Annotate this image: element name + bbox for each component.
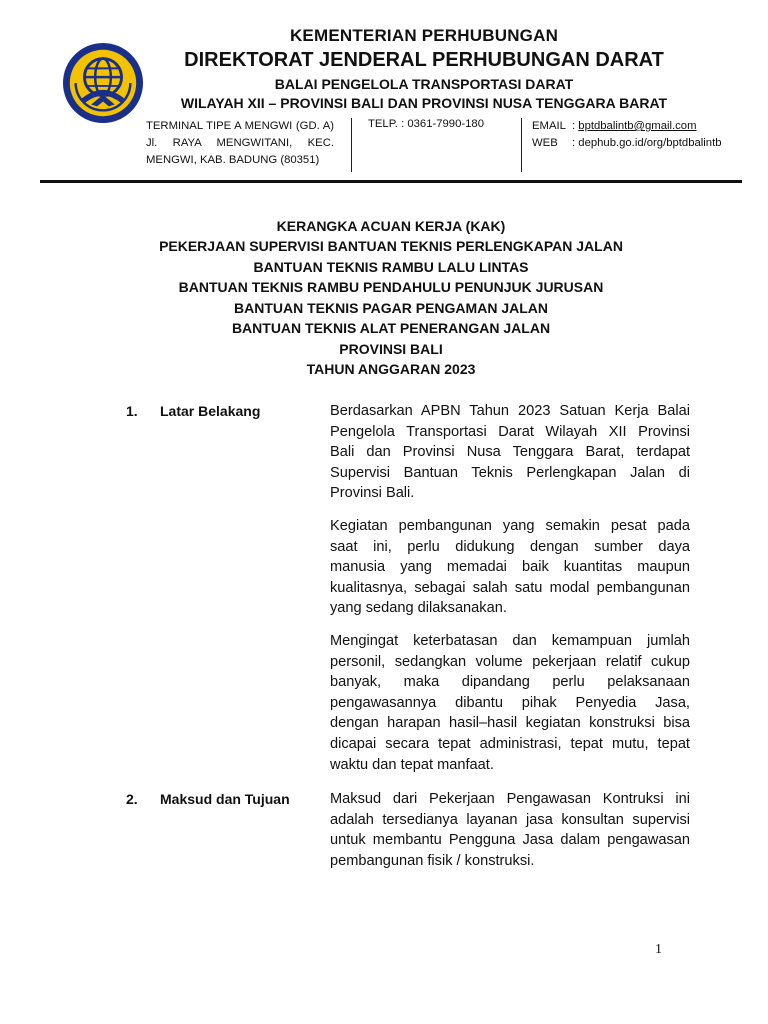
telephone: TELP. : 0361-7990-180 xyxy=(368,118,484,130)
office-address xyxy=(146,118,334,169)
office-name: BALAI PENGELOLA TRANSPORTASI DARAT xyxy=(274,76,574,92)
text-line: Bali dan Provinsi Nusa Tenggara Barat, terdapat xyxy=(330,444,690,461)
paragraph xyxy=(330,789,690,871)
text-line: personil, sedangkan volume pekerjaan relatif cukup xyxy=(330,653,690,670)
doc-title-line: PROVINSI BALI xyxy=(339,341,443,357)
doc-title-line: PEKERJAAN SUPERVISI BANTUAN TEKNIS PERLENGKAPAN JALAN xyxy=(159,238,623,254)
text-line: Maksud dari Pekerjaan Pengawasan Kontruksi ini xyxy=(330,791,690,807)
contact-block: EMAIL : bptdbalintb@gmail.com WEB : dephub.go.id/org/bptdbalintb xyxy=(532,118,722,152)
page-number: 1 xyxy=(655,942,662,957)
directorate-name: DIREKTORAT JENDERAL PERHUBUNGAN DARAT xyxy=(184,49,664,71)
paragraph xyxy=(330,401,690,504)
text-line: Mengingat keterbatasan dan kemampuan jumlah xyxy=(330,633,690,649)
web-link[interactable]: dephub.go.id/org/bptdbalintb xyxy=(578,137,722,149)
text-line: waktu dan tepat manfaat. xyxy=(330,756,494,773)
letterhead-divider xyxy=(351,118,352,172)
ministry-logo xyxy=(62,42,144,124)
email-label: EMAIL xyxy=(532,120,566,132)
text-line: dicapai secara tepat administrasi, tepat mutu, tepat xyxy=(330,735,690,752)
text-line: banyak, maka dipandang perlu pelaksanaan xyxy=(330,674,690,691)
text-line: manusia yang memadai baik kuantitas maupun xyxy=(330,559,690,576)
doc-title-line: TAHUN ANGGARAN 2023 xyxy=(306,361,476,377)
text-line: Kegiatan pembangunan yang semakin pesat pada xyxy=(330,518,690,534)
text-line: untuk membantu Pengguna Jasa dalam pengawasan xyxy=(330,832,690,849)
text-line: Supervisi Bantuan Teknis Perlengkapan Jalan di xyxy=(330,464,690,481)
email-link[interactable]: bptdbalintb@gmail.com xyxy=(578,120,697,132)
address-line: TERMINAL TIPE A MENGWI (GD. A) xyxy=(146,120,334,132)
text-line: pembangunan fisik / konstruksi. xyxy=(330,852,535,869)
text-line: Pengelola Transportasi Darat Wilayah XII Provinsi xyxy=(330,423,690,440)
section-number: 2. xyxy=(126,791,138,807)
paragraph xyxy=(330,516,690,619)
paragraph xyxy=(330,631,690,775)
section-title: Latar Belakang xyxy=(160,403,261,419)
ministry-name: KEMENTERIAN PERHUBUNGAN xyxy=(289,26,559,45)
text-line: dengan harapan hasil–hasil kegiatan konstruksi bisa xyxy=(330,715,690,732)
text-line: yang sedang dilaksanakan. xyxy=(330,600,507,617)
text-line: Berdasarkan APBN Tahun 2023 Satuan Kerja Balai xyxy=(330,403,690,419)
region-name: WILAYAH XII – PROVINSI BALI DAN PROVINSI NUSA TENGGARA BARAT xyxy=(180,95,668,111)
text-line: pengawasannya dibantu pihak Penyedia Jasa, xyxy=(330,694,690,711)
doc-title-line: BANTUAN TEKNIS PAGAR PENGAMAN JALAN xyxy=(234,300,548,316)
doc-title-line: KERANGKA ACUAN KERJA (KAK) xyxy=(276,218,506,234)
doc-title-line: BANTUAN TEKNIS RAMBU PENDAHULU PENUNJUK JURUSAN xyxy=(178,279,604,295)
letterhead-divider xyxy=(521,118,522,172)
doc-title-line: BANTUAN TEKNIS ALAT PENERANGAN JALAN xyxy=(231,320,551,336)
web-label: WEB xyxy=(532,137,558,149)
text-line: adalah tersedianya layanan jasa konsultan supervisi xyxy=(330,811,690,828)
text-line: Provinsi Bali. xyxy=(330,485,415,502)
address-line: MENGWI, KAB. BADUNG (80351) xyxy=(146,154,320,166)
section-title: Maksud dan Tujuan xyxy=(160,791,290,807)
header-rule xyxy=(40,180,742,183)
doc-title-line: BANTUAN TEKNIS RAMBU LALU LINTAS xyxy=(253,259,529,275)
text-line: saat ini, perlu didukung dengan sumber daya xyxy=(330,538,690,555)
text-line: kualitasnya, sebagai salah satu modal pembangunan xyxy=(330,579,690,596)
section-number: 1. xyxy=(126,403,138,419)
address-line: Jl. RAYA MENGWITANI, KEC. xyxy=(146,137,334,149)
